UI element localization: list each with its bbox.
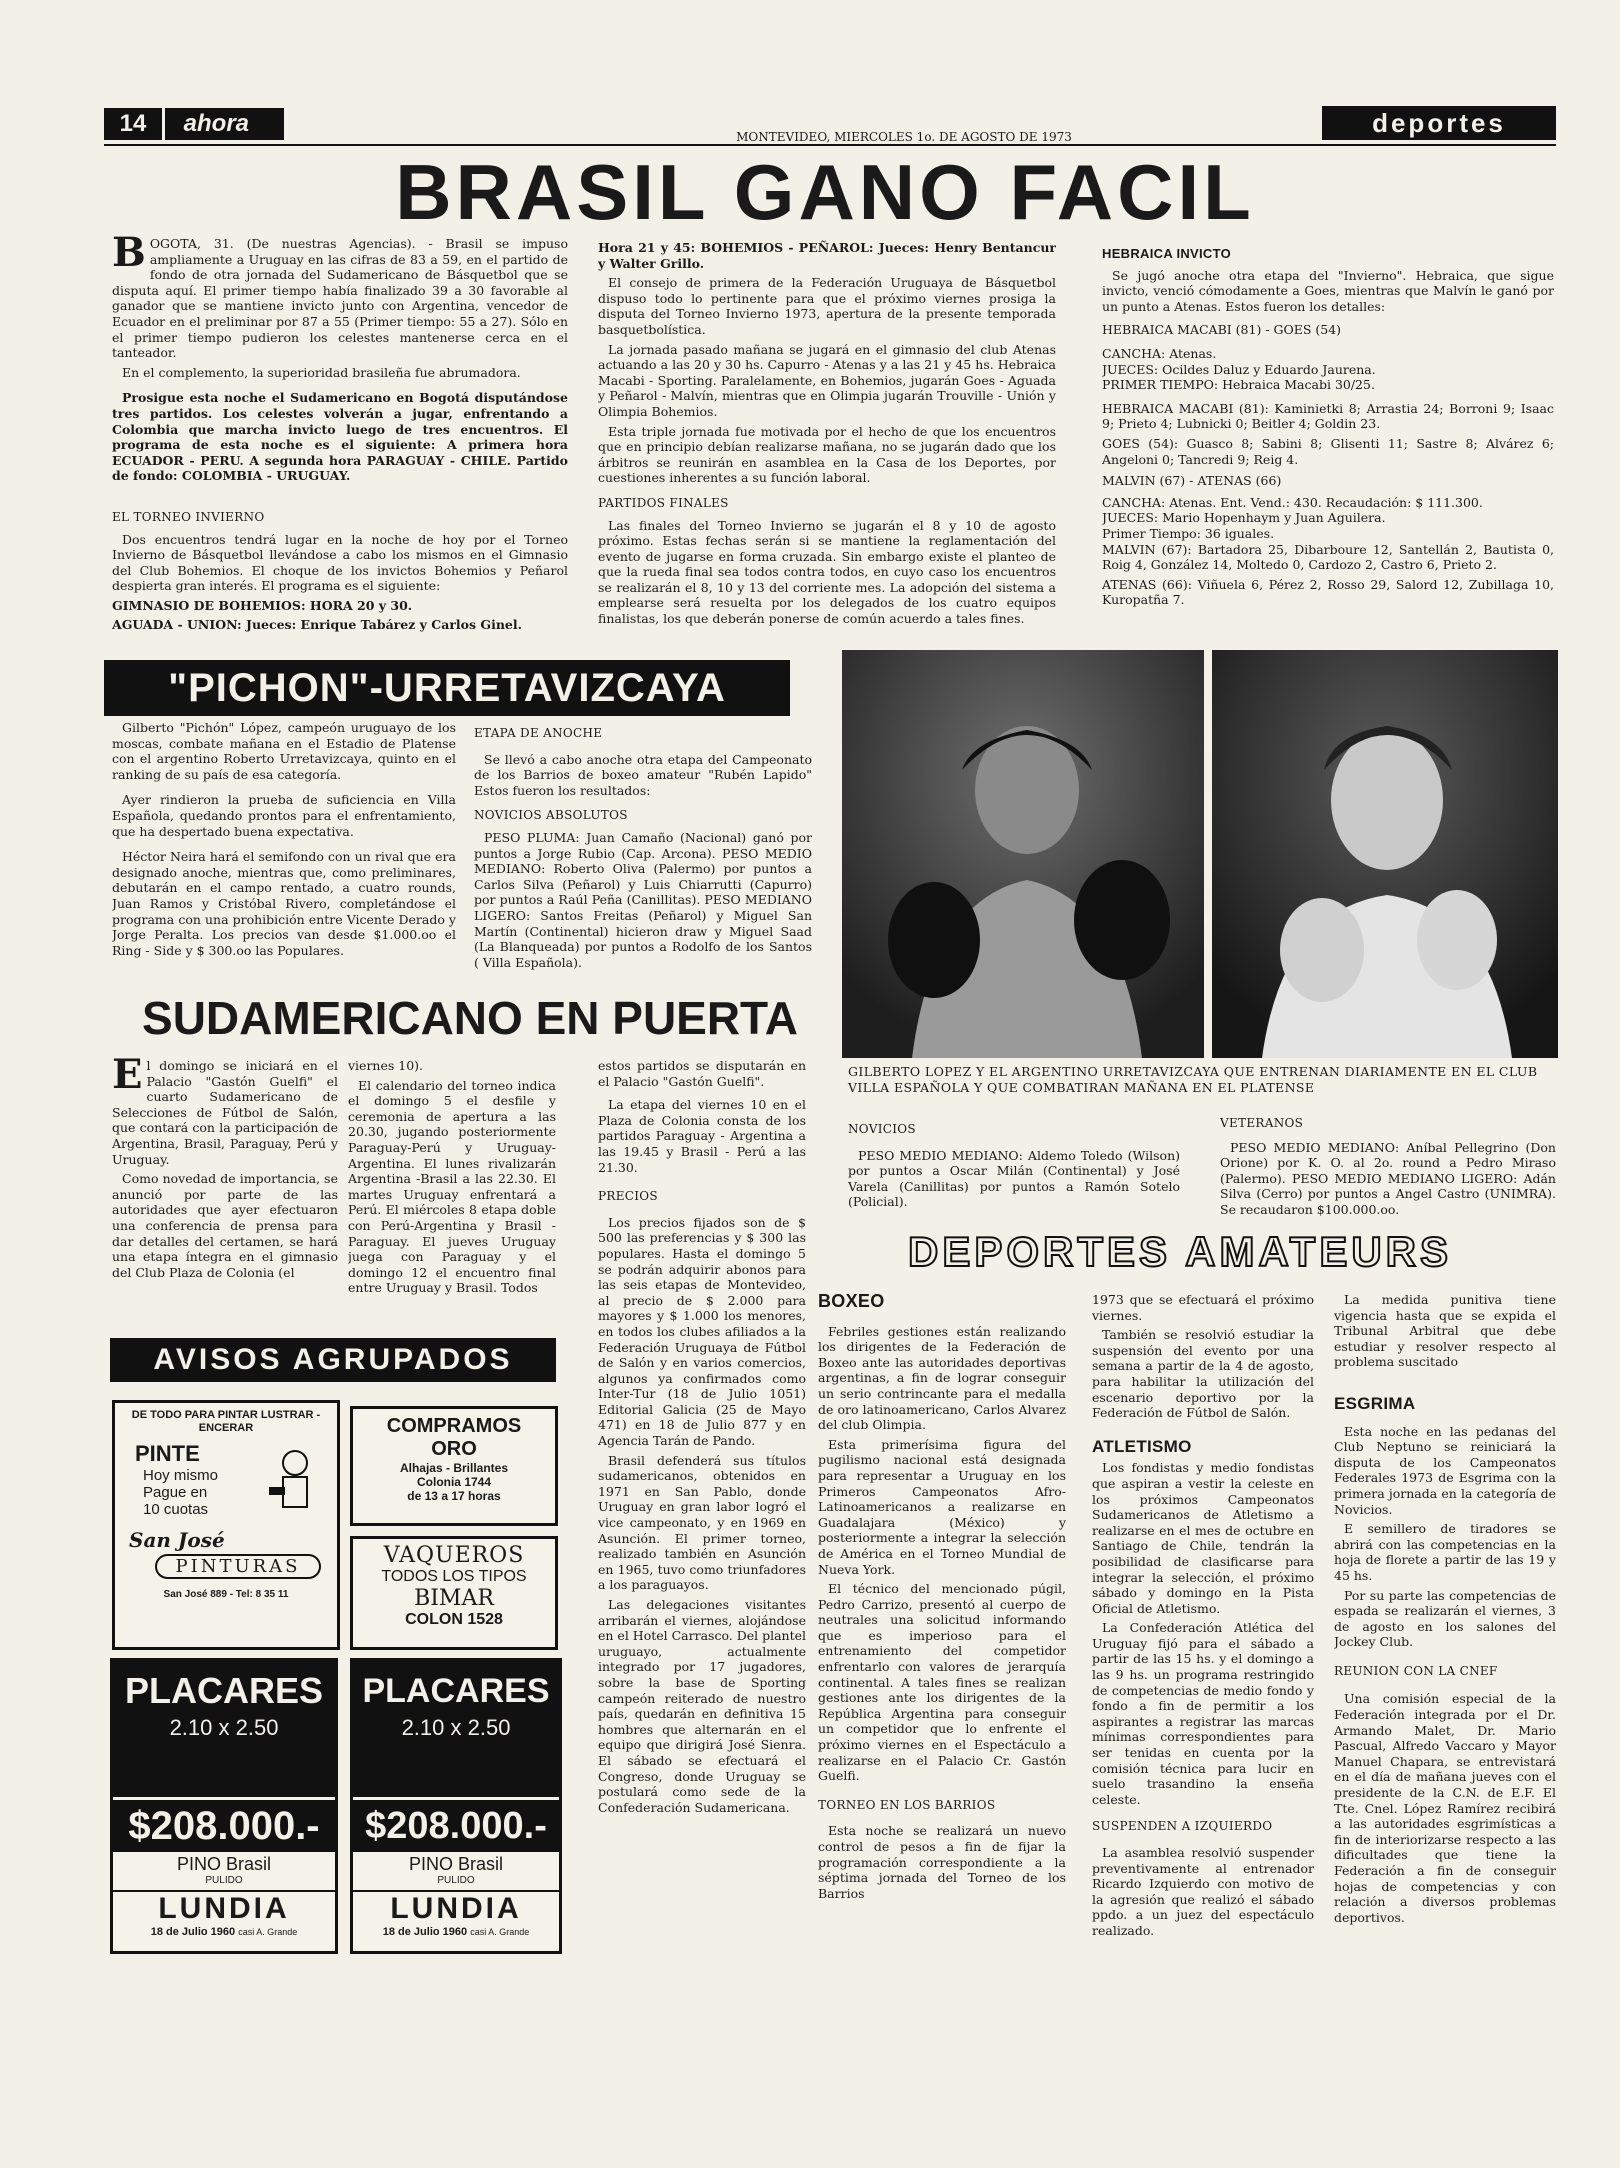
pichon-paragraph: Ayer rindieron la prueba de suficiencia en Villa Española, quedando prontos para el enfrentamiento, que ha despertado buena expectativa. bbox=[112, 792, 456, 839]
torneo-line: AGUADA - UNION: Jueces: Enrique Tabárez y Carlos Ginel. bbox=[112, 617, 522, 633]
ad-pinte-footer: San José 889 - Tel: 8 35 11 bbox=[163, 1589, 289, 1600]
precios-paragraph: Los precios fijados son de $ 500 las preferencias y $ 300 las populares. Hasta el domingo 5 se podrán adquirir abonos para las seis etapas de Montevideo, al precio de $ 2.000 para mayores y $ 1.000 los menores, en todos los clubes afiliados a la Federación Uruguaya de Fútbol de Salón y en varios comercios, algunos ya confirmados como Inter-Tur (18 de Julio 1051) Editorial Galicia (25 de Mayo 471) en 18 de Julio 877 y en Agencia Tarán de Pando. bbox=[598, 1214, 806, 1449]
amateurs-column-3 bbox=[1334, 1292, 1556, 2092]
brasil-column-1 bbox=[112, 236, 568, 646]
placares-address-line bbox=[113, 1926, 335, 1938]
brasil-paragraph: En el complemento, la superioridad brasileña fue abrumadora. bbox=[122, 364, 521, 380]
sudamericano-paragraph: La etapa del viernes 10 en el Plaza de Colonia consta de los partidos Paraguay - Argentina a las 19.45 y Brasil - Perú a las 21.30. bbox=[598, 1097, 806, 1175]
page-number-and-publication bbox=[104, 108, 284, 140]
drop-cap: E bbox=[112, 1058, 143, 1098]
result-line: JUECES: Ocildes Daluz y Eduardo Jaurena. bbox=[1102, 361, 1376, 377]
ad-pinte-top: DE TODO PARA PINTAR LUSTRAR - ENCERAR bbox=[131, 1409, 321, 1434]
precios-title: PRECIOS bbox=[598, 1189, 658, 1204]
boxeo-paragraph: El técnico del mencionado púgil, Pedro Carrizo, presentó al cuerpo de neutrales una solicitud informando que es imperioso para el entrenamiento del competidor enfrentarlo con valores de jerarquía continental. A tales fines se realizan gestiones ante los dirigentes de la República Argentina para conseguir un competidor que lo enfrente el próximo viernes en el Espectáculo a realizarse en el Palacio Cr. Gastón Guelfi. bbox=[818, 1581, 1066, 1784]
novicios-absolutos-title: NOVICIOS ABSOLUTOS bbox=[474, 808, 628, 823]
esgrima-paragraph: E semillero de tiradores se abrirá con las competencias en la hoja de florete a partir de las 19 y 45 hs. bbox=[1334, 1521, 1556, 1583]
placares-size: 2.10 x 2.50 bbox=[401, 1715, 511, 1740]
drop-cap: B bbox=[112, 236, 146, 276]
finales-paragraph: Las finales del Torneo Invierno se jugarán el 8 y 10 de agosto próximo. Estas fechas serán si se mantiene la reglamentación del evento de jugarse en forma cruzada. Sin embargo existe el planteo de que la rueda final sea todos contra todos, en cuyo caso los encuentros se realizarán el 8, 10 y 13 del corriente mes. La adopción del sistema a emplearse será resuelta por los delegados de los cuatro equipos finalistas, los que deberán ponerse de común acuerdo a tales fines. bbox=[598, 517, 1056, 627]
boxer-photo-right bbox=[1212, 650, 1558, 1058]
ad-compramos-oro bbox=[350, 1406, 558, 1526]
masthead-rule bbox=[104, 144, 1556, 146]
cnef-paragraph: Una comisión especial de la Federación integrada por el Dr. Armando Malet, Dr. Mario Pascual, Alfredo Vaccaro y Mayor Manuel Chapara, se entrevistará en el día de mañana jueves con el presidente de la C.N. de E.F. El Tte. Cnel. López Ramírez recibirá a las autoridades esgrimísticas a fin de interiorizarse respecto a las dificultades que tiene la Federación a fin de conseguir hojas de competencias y con relación a diversos problemas deportivos. bbox=[1334, 1691, 1556, 1925]
pichon-paragraph: Héctor Neira hará el semifondo con un rival que era designado anoche, mientras que, como preliminares, debutarán en el campo rentado, a cuatro rounds, Juan Ramos y Cristóbal Rivero, completándose el programa con una prohibición entre Vicente Derado y Jorge Peralta. Los precios van desde $1.000.oo el Ring - Side y $ 300.oo las Populares. bbox=[112, 849, 456, 958]
brasil-column-3 bbox=[1102, 246, 1554, 646]
atletismo-paragraph: La Confederación Atlética del Uruguay fijó para el sábado a partir de las 15 hs. y el domingo a las 9 hs. un programa restringido de competencias de medio fondo y fondo a fin de permitir a los aspirantes a registrar las marcas mínimas correspondientes para ser tenidas en cuenta por la comisión técnica para lucir en suelo trasandino la enseña celeste. bbox=[1092, 1620, 1314, 1807]
placares-price: $208.000.- bbox=[353, 1797, 559, 1852]
brasil-paragraph: El consejo de primera de la Federación Uruguaya de Básquetbol dispuso todo lo pertinente para que el próximo viernes prosiga la disputa del Torneo Invierno 1973, apertura de la presente temporada basquetbolística. bbox=[598, 275, 1056, 337]
precios-paragraph: Las delegaciones visitantes arribarán el viernes, alojándose en el Hotel Carrasco. Del plantel uruguayo, actualmente integrado por 17 jugadores, sobre la base de Sporting campeón reiterado de nuestro país, quedarán en definitiva 15 hombres que alternarán en el equipo que dirigirá José Sienra. El sábado se efectuará el Congreso, donde Uruguay se postulará como sede de la Confederación Sudamericana. bbox=[598, 1597, 806, 1815]
boxer-photo-left bbox=[842, 650, 1204, 1058]
placares-wood: PINO Brasil bbox=[408, 1854, 504, 1874]
suspenden-paragraph: La asamblea resolvió suspender preventivamente al entrenador Ricardo Izquierdo con motivo de la agresión que realizó el sábado ppdo. a un juez del espectáculo realizado. bbox=[1092, 1845, 1314, 1938]
page-number: 14 bbox=[104, 108, 165, 140]
placares-address: 18 de Julio 1960 bbox=[382, 1926, 468, 1938]
result-line: HEBRAICA MACABI (81) - GOES (54) bbox=[1102, 322, 1342, 338]
photo-gilberto-lopez bbox=[842, 650, 1204, 1058]
placares-top-block bbox=[353, 1661, 559, 1797]
suspenden-title: SUSPENDEN A IZQUIERDO bbox=[1092, 1819, 1273, 1834]
sudamericano-paragraph: viernes 10). bbox=[348, 1058, 424, 1073]
amateurs-paragraph: 1973 que se efectuará el próximo viernes. bbox=[1092, 1292, 1314, 1323]
esgrima-title: ESGRIMA bbox=[1334, 1393, 1416, 1413]
torneo-paragraph: Dos encuentros tendrá lugar en la noche de hoy por el Torneo Invierno de Básquetbol llevándose a cabo los mismos en el Gimnasio del Club Bohemios. El choque de los invictos Bohemios y Peñarol despierta gran interés. El programa es el siguiente: bbox=[112, 531, 568, 594]
ad-oro-line: de 13 a 17 horas bbox=[407, 1489, 501, 1503]
placares-finish: PULIDO bbox=[205, 1875, 243, 1886]
result-line: JUECES: Mario Hopenhaym y Juan Aguilera. bbox=[1102, 510, 1386, 526]
painter-icon bbox=[265, 1447, 325, 1517]
amateurs-paragraph: También se resolvió estudiar la suspensión del evento por una semana a partir de la 4 de agosto, para habilitar la utilización del escenario deportivo por la Federación de Fútbol de Salón. bbox=[1092, 1327, 1314, 1421]
hebraica-intro: Se jugó anoche otra etapa del "Invierno". Hebraica, que sigue invicto, venció cómodamente a Goes, mientras que Malvín le ganó por un punto a Atenas. Estos fueron los detalles: bbox=[1102, 267, 1554, 314]
ad-vaqueros-brand: BIMAR bbox=[414, 1586, 494, 1611]
section-label: deportes bbox=[1322, 106, 1556, 140]
placares-top-block bbox=[113, 1661, 335, 1797]
sudamericano-lead: El domingo se iniciará en el Palacio "Gastón Guelfi" el cuarto Sudamericano de Selecciones de Fútbol de Salón, que contará con la participación de Argentina, Brasil, Paraguay, Perú y Uruguay. bbox=[112, 1058, 338, 1167]
brasil-lead: BOGOTA, 31. (De nuestras Agencias). - Brasil se impuso ampliamente a Uruguay en las cifras de 83 a 59, en el partido de fondo de otra jornada del Sudamericano de Básquetbol que se disputa aquí. El primer tiempo había finalizado 39 a 30 favorable al ganador que se mantiene invicto junto con Argentina, vencedor de Ecuador en el preliminar por 87 a 55 (Primer tiempo: 55 a 27). Sólo en el primer tiempo pudieron los celestes mantenerse cerca en el tanteador. bbox=[112, 236, 568, 361]
novicios-paragraph: PESO PLUMA: Juan Camaño (Nacional) ganó por puntos a Jorge Rubio (Cap. Arcona). PESO MEDIO MEDIANO: Roberto Oliva (Palermo) por puntos a Carlos Silva (Peñarol) y Luis Chiarrutti (Capurro) por puntos a Raúl Peña (Canillitas). PESO MEDIANO LIGERO: Santos Freitas (Peñarol) y Miguel San Martín (Continental) hicieron draw y Miguel Saad (La Blanqueada) por puntos a Rodolfo de los Santos ( Villa Española). bbox=[474, 829, 812, 970]
cnef-title: REUNION CON LA CNEF bbox=[1334, 1663, 1498, 1678]
ad-vaqueros-line: TODOS LOS TIPOS bbox=[381, 1568, 527, 1585]
ad-vaqueros-title: VAQUEROS bbox=[383, 1543, 525, 1568]
placares-address: 18 de Julio 1960 bbox=[150, 1926, 236, 1938]
novicios-results: PESO MEDIO MEDIANO: Aldemo Toledo (Wilson) por puntos a Oscar Milán (Continental) y José Varela (Canillitas) por puntos a Ramón Sotelo (Policial). bbox=[848, 1147, 1180, 1210]
ad-pinte-line: 10 cuotas bbox=[143, 1501, 209, 1518]
veteranos-results: PESO MEDIO MEDIANO: Aníbal Pellegrino (Don Orione) por K. O. al 2o. round a Pedro Miraso (Palermo). PESO MEDIO MEDIANO LIGERO: Adán Silva (Cerro) por puntos a Angel Castro (UNIMRA). Se recaudaron $100.000.oo. bbox=[1220, 1139, 1556, 1217]
ad-placares-left bbox=[110, 1658, 338, 1954]
hebraica-title: HEBRAICA INVICTO bbox=[1102, 246, 1232, 261]
avisos-header: AVISOS AGRUPADOS bbox=[110, 1338, 556, 1382]
ad-pinte-big: PINTE bbox=[135, 1441, 200, 1466]
ad-vaqueros-address: COLON 1528 bbox=[405, 1611, 503, 1628]
brasil-paragraph: Esta triple jornada fue motivada por el hecho de que los encuentros que en principio debían realizarse mañana, no se jugarán dado que los árbitros se reunirán en asamblea en la Casa de los Deportes, por cuestiones inherentes a su función laboral. bbox=[598, 423, 1056, 486]
esgrima-paragraph: Por su parte las competencias de espada se realizarán el viernes, 3 de agosto en los salones del Jockey Club. bbox=[1334, 1587, 1556, 1650]
boxeo-paragraph: Febriles gestiones están realizando los dirigentes de la Federación de Boxeo ante las autoridades deportivas argentinas, a fin de lograr conseguir un serio contrincante para el medalla de oro latinoamericano, Carlos Alvarez del club Olimpia. bbox=[818, 1323, 1066, 1433]
result-line: MALVIN (67) - ATENAS (66) bbox=[1102, 473, 1282, 489]
brasil-paragraph: Prosigue esta noche el Sudamericano en Bogotá disputándose tres partidos. Los celestes volverán a jugar, enfrentando a Colombia que marcha invicto luego de tres encuentros. El programa de esta noche es el siguiente: A primera hora ECUADOR - PERU. A segunda hora PARAGUAY - CHILE. Partido de fondo: COLOMBIA - URUGUAY. bbox=[112, 390, 568, 484]
result-line: HEBRAICA MACABI (81): Kaminietki 8; Arrastia 24; Borroni 9; Isaac 9; Prieto 4; Lubnicki 0; Beitler 4; Goldin 23. bbox=[1102, 400, 1554, 432]
publication-name: ahora bbox=[183, 110, 250, 137]
result-line: CANCHA: Atenas. Ent. Vend.: 430. Recaudación: $ 111.300. bbox=[1102, 494, 1483, 510]
sudamericano-paragraph: Como novedad de importancia, se anunció por parte de las autoridades que ayer efectuaron una conferencia de prensa para dar detalles del certamen, se hará una etapa íntegra en el gimnasio del Club Plaza de Colonia (el bbox=[112, 1171, 338, 1280]
result-line: PRIMER TIEMPO: Hebraica Macabi 30/25. bbox=[1102, 377, 1375, 393]
placares-near: casi A. Grande bbox=[470, 1927, 530, 1937]
result-line: CANCHA: Atenas. bbox=[1102, 345, 1217, 361]
ad-oro-title1: COMPRAMOS bbox=[386, 1415, 522, 1437]
placares-title: PLACARES bbox=[124, 1670, 324, 1711]
placares-size: 2.10 x 2.50 bbox=[169, 1715, 279, 1740]
result-line: GOES (54): Guasco 8; Sabini 8; Glisenti 11; Sastre 8; Alvárez 6; Angeloni 0; Tancredi 9; Reig 4. bbox=[1102, 435, 1554, 467]
placares-near: casi A. Grande bbox=[238, 1927, 298, 1937]
date-line: MONTEVIDEO, MIERCOLES 1o. DE AGOSTO DE 1973 bbox=[736, 130, 1072, 144]
torneo-barrios-title: TORNEO EN LOS BARRIOS bbox=[818, 1797, 996, 1812]
ad-oro-title2: ORO bbox=[431, 1438, 477, 1460]
sudamericano-column-2 bbox=[348, 1058, 556, 1328]
atletismo-title: ATLETISMO bbox=[1092, 1436, 1192, 1456]
torneo-line: GIMNASIO DE BOHEMIOS: HORA 20 y 30. bbox=[112, 597, 413, 613]
masthead bbox=[104, 104, 1556, 148]
brasil-paragraph: La jornada pasado mañana se jugará en el gimnasio del club Atenas actuando a las 20 y 30 hs. Capurro - Atenas y a las 21 y 45 hs. Hebraica Macabi - Sporting. Paralelamente, en Bohemios, jugarán Goes - Aguada y Peñarol - Malvín, mientras que en Olimpia jugarán Trouville - Unión y Olimpia Bohemios. bbox=[598, 341, 1056, 419]
brasil-column-2 bbox=[598, 240, 1056, 646]
etapa-title: ETAPA DE ANOCHE bbox=[474, 726, 603, 740]
brasil-headline: BRASIL GANO FACIL bbox=[395, 148, 1255, 236]
amateurs-column-1 bbox=[818, 1288, 1066, 2088]
sudamericano-column-1 bbox=[112, 1058, 338, 1328]
amateurs-paragraph: La medida punitiva tiene vigencia hasta que se expida el Tribunal Arbitral que debe estudiar y resolver respecto al problema suscitado bbox=[1334, 1292, 1556, 1370]
ad-pinte-line: Pague en bbox=[143, 1484, 208, 1501]
placares-brand: LUNDIA bbox=[353, 1890, 559, 1926]
ad-pinte-line: Hoy mismo bbox=[143, 1467, 219, 1484]
result-line: ATENAS (66): Viñuela 6, Pérez 2, Rosso 29, Salord 12, Zubillaga 10, Kuropatña 7. bbox=[1102, 576, 1554, 608]
sudamericano-paragraph: estos partidos se disputarán en el Palacio "Gastón Guelfi". bbox=[598, 1058, 806, 1089]
result-line: Primer Tiempo: 36 iguales. bbox=[1102, 525, 1275, 541]
placares-price: $208.000.- bbox=[113, 1797, 335, 1852]
boxeo-paragraph: Esta primerísima figura del pugilismo nacional está designada para representar a Uruguay en los Primeros Campeonatos Afro-Latinoamericanos a realizarse en Guadalajara (México) y posteriormente a integrar la selección de América en el Torneo Mundial de Nueva York. bbox=[818, 1436, 1066, 1577]
atletismo-paragraph: Los fondistas y medio fondistas que aspiran a vestir la celeste en los próximos Campeonatos Sudamericanos de Atletismo a realizarse en el mes de octubre en Santiago de Chile, tendrán la posibilidad de clasificarse para integrar la selección, el próximo sábado y domingo en la Pista Oficial de Atletismo. bbox=[1092, 1460, 1314, 1616]
placares-title: PLACARES bbox=[362, 1672, 550, 1710]
partidos-finales-title: PARTIDOS FINALES bbox=[598, 495, 729, 510]
ad-pinte-brand2: PINTURAS bbox=[155, 1554, 321, 1579]
pichon-column-2 bbox=[474, 726, 812, 990]
ad-oro-line: Alhajas - Brillantes bbox=[399, 1461, 509, 1475]
placares-address-line bbox=[353, 1926, 559, 1938]
ad-pinte-brand1: San José bbox=[129, 1528, 225, 1552]
precios-paragraph: Brasil defenderá sus títulos sudamericanos, obtenidos en 1971 en San Pablo, donde Uruguay en gran labor logró el vice campeonato, y en 1969 en Asunción. El primer torneo, realizado también en Asunción en 1965, tuvo como triunfadores a los paraguayos. bbox=[598, 1452, 806, 1593]
photo-urretavizcaya bbox=[1212, 650, 1558, 1058]
sudamericano-column-3 bbox=[598, 1058, 806, 2168]
boxeo-title: BOXEO bbox=[818, 1291, 885, 1311]
ad-vaqueros bbox=[350, 1536, 558, 1650]
torneo-barrios-paragraph: Esta noche se realizará un nuevo control de pesos a fin de fijar la programación correspondiente a la séptima jornada del Torneo de los Barrios bbox=[818, 1823, 1066, 1901]
placares-finish: PULIDO bbox=[437, 1875, 475, 1886]
result-line: MALVIN (67): Bartadora 25, Dibarboure 12, Santellán 2, Bautista 0, Roig 4, González 14, Moltedo 0, Cardozo 2, Castro 6, Prieto 2. bbox=[1102, 541, 1554, 573]
esgrima-paragraph: Esta noche en las pedanas del Club Neptuno se reiniciará la disputa de los Campeonatos Federales 1973 de Esgrima con la primera jornada en la categoría de Novicios. bbox=[1334, 1423, 1556, 1517]
amateurs-column-2 bbox=[1092, 1292, 1314, 2092]
etapa-paragraph: Se llevó a cabo anoche otra etapa del Campeonato de los Barrios de boxeo amateur "Rubén Lapido" Estos fueron los resultados: bbox=[474, 751, 812, 798]
veteranos-title: VETERANOS bbox=[1220, 1116, 1304, 1130]
pichon-paragraph: Gilberto "Pichón" López, campeón uruguayo de los moscas, combate mañana en el Estadio de Platense con el argentino Roberto Urretavizcaya, quinto en el ranking de su país de esa categoría. bbox=[112, 720, 456, 782]
sudamericano-paragraph: El calendario del torneo indica el domingo 5 el desfile y ceremonia de apertura a las 20.30, jugando posteriormente Paraguay-Perú y Uruguay-Argentina. El lunes rivalizarán Argentina -Brasil a las 22.30. El martes Uruguay enfrentará a Perú. El miércoles 8 etapa doble con Perú-Argentina y Brasil - Paraguay. El jueves Uruguay juega con Paraguay y el domingo 12 el encuentro final entre Uruguay y Brasil. Todos bbox=[348, 1077, 556, 1296]
placares-wood: PINO Brasil bbox=[176, 1854, 272, 1874]
amateurs-headline: DEPORTES AMATEURS bbox=[907, 1228, 1453, 1275]
ad-pinte bbox=[112, 1400, 340, 1650]
pichon-column-1 bbox=[112, 720, 456, 990]
sudamericano-headline: SUDAMERICANO EN PUERTA bbox=[142, 992, 798, 1044]
pichon-headline: "PICHON"-URRETAVIZCAYA bbox=[104, 660, 790, 716]
ad-oro-line: Colonia 1744 bbox=[416, 1475, 492, 1489]
torneo-invierno-title: EL TORNEO INVIERNO bbox=[112, 509, 265, 524]
photo-caption: GILBERTO LOPEZ Y EL ARGENTINO URRETAVIZCAYA QUE ENTRENAN DIARIAMENTE EN EL CLUB VILLA ESPAÑOLA Y QUE COMBATIRAN MAÑANA EN EL PLATENSE bbox=[848, 1064, 1538, 1095]
novicios-title: NOVICIOS bbox=[848, 1122, 916, 1136]
placares-brand: LUNDIA bbox=[113, 1890, 335, 1926]
brasil-paragraph: Hora 21 y 45: BOHEMIOS - PEÑAROL: Jueces: Henry Bentancur y Walter Grillo. bbox=[598, 240, 1056, 271]
ad-placares-right bbox=[350, 1658, 562, 1954]
